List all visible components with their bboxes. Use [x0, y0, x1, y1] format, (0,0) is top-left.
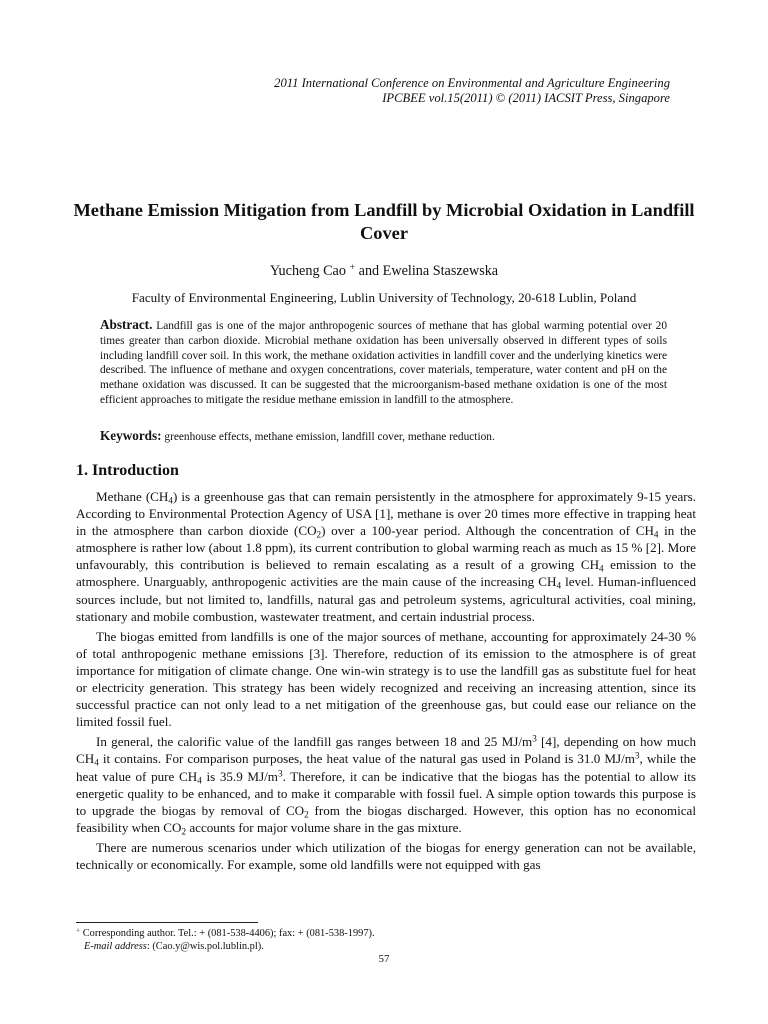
body-text [76, 488, 696, 876]
abstract-label: Abstract. [100, 317, 153, 332]
footnote [76, 927, 375, 953]
paragraph-2: The biogas emitted from landfills is one of the major sources of methane, accounting for approximately 24-30 % of total anthropogenic methane emissions [3]. Therefore, reduction of its emission to the atmosphere is of great importance for mitigation of climate change. One win-win strategy is to use the landfill gas as substitute fuel for heat or electricity generation. This strategy has been widely recognized and receiving an increasing attention, since its successful practice can not only lead to a net mitigation of the greenhouse gas, but could ease our reliance on the limited fossil fuel. [76, 628, 696, 730]
abstract [100, 318, 667, 408]
keywords [100, 428, 667, 444]
section-heading: 1. Introduction [76, 462, 179, 479]
affiliation: Faculty of Environmental Engineering, Lublin University of Technology, 20-618 Lublin, Poland [131, 290, 637, 305]
footnote-divider [76, 922, 258, 923]
publisher-line: IPCBEE vol.15(2011) © (2011) IACSIT Press, Singapore [382, 91, 670, 105]
keywords-label: Keywords: [100, 428, 162, 443]
footnote-email [76, 940, 375, 953]
footnote-phone-fax: Corresponding author. Tel.: + (081-538-4406); fax: + (081-538-1997). [80, 928, 375, 939]
authors [0, 263, 768, 280]
corresponding-mark: + [349, 262, 356, 274]
footnote-contact [76, 927, 375, 940]
paragraph-1: Methane $(CH_4)$ is a greenhouse gas that can remain persistently in the atmosphere for approximately 9-15 years. According to Environmental Protection Agency of USA [1], methane is over 20 times more effective in trapping heat in the atmosphere than carbon dioxide $(CO_2)$ over a 100-year period. Although the concentration of $CH_4$ in the atmosphere is rather low (about 1.8 ppm), its current contribution to global warming reach as much as 15 % [2]. More unfavourably, this contribution is believed to remain escalating as a result of a growing $CH_4$ emission to the atmosphere. Unarguably, anthropogenic activities are the main cause of the increasing $CH_4$ level. Human-influenced sources include, but not limited to, landfills, natural gas and petroleum systems, agricultural activities, coal mining, stationary and mobile combustion, wastewater treatment, and certain industrial process. [76, 489, 697, 624]
running-header [274, 76, 670, 106]
author-name-1: Yucheng Cao [269, 263, 350, 279]
abstract-text: Landfill gas is one of the major anthropogenic sources of methane that has global warming potential over 20 times greater than carbon dioxide. Microbial methane oxidation has been universally observed in different types of soils including landfill cover soil. In this work, the methane oxidation activities in landfill cover and the underlying kinetics were described. The influence of methane and oxygen concentrations, cover materials, temperature, water content and pH on the methane oxidation was discussed. It can be suggested that the microorganism-based methane oxidation is one of the most efficient approaches to mitigate the residue methane emission in landfill to the atmosphere. [100, 320, 667, 406]
page-number: 57 [378, 953, 390, 965]
footnote-mark: + [76, 926, 81, 935]
email-label: E-mail address [84, 941, 147, 952]
conference-name: 2011 International Conference on Environmental and Agriculture Engineering [274, 76, 670, 90]
paper-title: Methane Emission Mitigation from Landfill by Microbial Oxidation in Landfill Cover [73, 200, 695, 243]
paragraph-4: There are numerous scenarios under which utilization of the biogas for energy generation can not be available, technically or economically. For example, some old landfills were not equipped with gas [76, 839, 696, 872]
keywords-text: greenhouse effects, methane emission, landfill cover, methane reduction. [164, 431, 495, 443]
email-address: : (Cao.y@wis.pol.lublin.pl). [146, 941, 264, 952]
paragraph-3: In general, the calorific value of the landfill gas ranges between 18 and 25 $MJ/m^3$ [4], depending on how much $CH_4$ it contains. For comparison purposes, the heat value of the natural gas used in Poland is 31.0 $MJ/m^3$, while the heat value of pure $CH_4$ is 35.9 $MJ/m^3$. Therefore, it can be indicative that the biogas has the potential to allow its energetic quality to be enhanced, and to make it comparable with fossil fuel. A simple option towards this purpose is to upgrade the biogas by removal of $CO_2$ from the biogas discharged. However, this option has no economical feasibility when $CO_2$ accounts for major volume share in the gas mixture. [76, 733, 697, 837]
author-name-2: and Ewelina Staszewska [355, 263, 499, 279]
